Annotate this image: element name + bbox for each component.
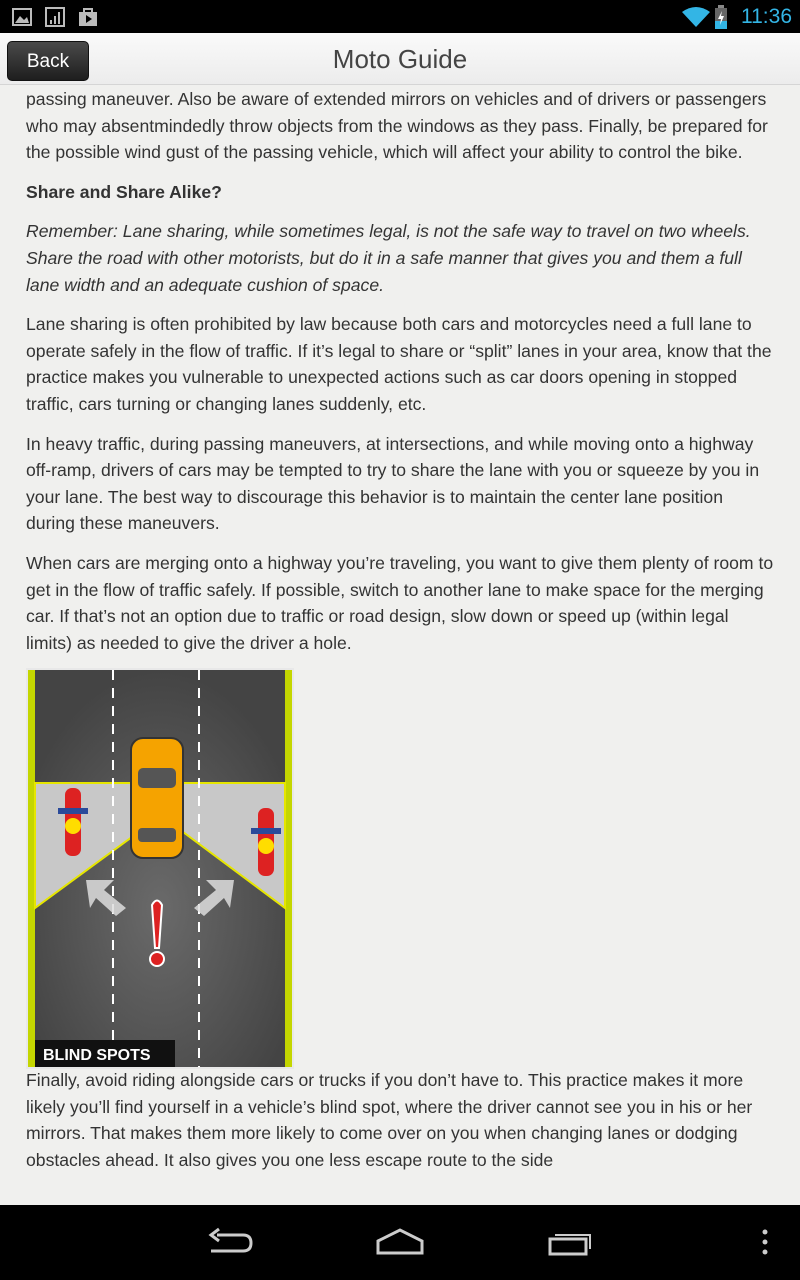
recents-icon[interactable]	[547, 1227, 597, 1257]
callout-paragraph: Remember: Lane sharing, while sometimes legal, is not the safe way to travel on two wheels. Share the road with other motorists, but do it in a safe manner that gives you and them a full lane width and an adequate cushion of space.	[26, 221, 751, 295]
battery-charging-icon	[714, 5, 728, 29]
home-icon[interactable]	[375, 1227, 425, 1257]
paragraph: In heavy traffic, during passing maneuvers, at intersections, and while moving onto a highway off-ramp, drivers of cars may be tempted to try to share the lane with you or squeeze by you in your lane. The best way to discourage this behavior is to maintain the center lane position during these maneuvers.	[26, 433, 760, 534]
menu-icon[interactable]	[760, 1227, 770, 1257]
paragraph: Lane sharing is often prohibited by law because both cars and motorcycles need a full lane to operate safely in the flow of traffic. If it’s legal to share or “split” lanes in your area, know that the practice makes you vulnerable to unexpected actions such as car doors opening in stopped traffic, cars turning or changing lanes suddenly, etc.	[26, 314, 772, 414]
figure-label: BLIND SPOTS	[43, 1047, 151, 1065]
clock: 11:36	[741, 5, 792, 28]
play-store-icon	[78, 7, 98, 27]
signal-icon	[45, 7, 65, 27]
image-icon	[12, 7, 32, 27]
paragraph: Finally, avoid riding alongside cars or trucks if you don’t have to. This practice makes it more likely you’ll find yourself in a vehicle’s blind spot, where the driver cannot see you in his or her mirrors. That makes them more likely to come over on you when changing lanes or dodging obstacles ahead. It also gives you one less escape route to the side	[26, 1070, 753, 1171]
blind-spots-diagram	[26, 668, 294, 1069]
back-button[interactable]: Back	[7, 41, 89, 81]
page-title: Moto Guide	[332, 44, 468, 74]
wifi-icon	[682, 7, 710, 27]
app-header	[0, 33, 800, 85]
paragraph: When cars are merging onto a highway you’re traveling, you want to give them plenty of room to get in the flow of traffic safely. If possible, switch to another lane to make space for the merging car. If that’s not an option due to traffic or road design, slow down or speed up (within legal limits) as needed to give the driver a hole.	[26, 552, 774, 653]
back-icon[interactable]	[205, 1227, 255, 1257]
status-bar	[0, 0, 800, 33]
section-heading: Share and Share Alike?	[26, 181, 222, 202]
paragraph: passing maneuver. Also be aware of extended mirrors on vehicles and of drivers or passengers who may absentmindedly throw objects from the windows as they pass. Finally, be prepared for the possible wind gust of the passing vehicle, which will affect your ability to control the bike.	[26, 89, 768, 163]
article-content[interactable]	[0, 85, 800, 1205]
navigation-bar	[0, 1205, 800, 1280]
car-icon	[131, 738, 183, 858]
